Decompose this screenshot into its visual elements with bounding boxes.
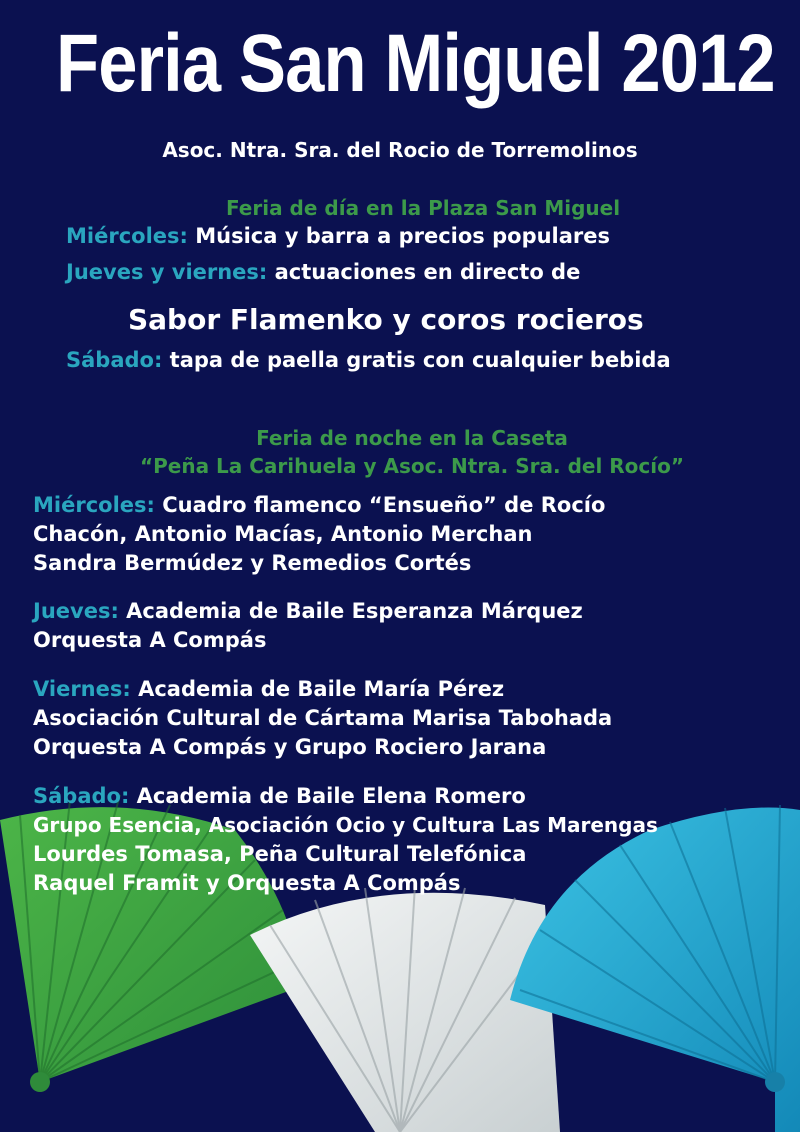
day-saturday-label: Sábado:	[66, 348, 163, 372]
night-saturday-line2: Grupo Esencia, Asociación Ocio y Cultura Las Marengas	[33, 813, 658, 837]
night-saturday-label: Sábado:	[33, 784, 130, 808]
night-saturday-line3: Lourdes Tomasa, Peña Cultural Telefónica	[33, 842, 527, 866]
night-friday-line2: Asociación Cultural de Cártama Marisa Tabohada	[33, 706, 613, 730]
night-thursday-line2: Orquesta A Compás	[33, 628, 267, 652]
night-wednesday-line1	[33, 491, 605, 519]
organizer-subtitle: Asoc. Ntra. Sra. del Rocio de Torremolinos	[162, 138, 638, 162]
day-thursday-friday-label: Jueves y viernes:	[66, 260, 268, 284]
day-highlight: Sabor Flamenko y coros rocieros	[128, 303, 644, 336]
day-wednesday-row	[66, 222, 610, 250]
night-saturday-text: Academia de Baile Elena Romero	[136, 784, 526, 808]
day-thursday-friday-text: actuaciones en directo de	[274, 260, 581, 284]
night-fair-heading: Feria de noche en la Caseta	[256, 426, 568, 450]
night-saturday-line4: Raquel Framit y Orquesta A Compás	[33, 871, 461, 895]
night-wednesday-line2: Chacón, Antonio Macías, Antonio Merchan	[33, 522, 533, 546]
night-wednesday-text: Cuadro flamenco “Ensueño” de Rocío	[162, 493, 606, 517]
day-saturday-row	[66, 346, 671, 374]
white-fan	[250, 885, 560, 1132]
night-thursday-label: Jueves:	[33, 599, 119, 623]
night-friday-text: Academia de Baile María Pérez	[138, 677, 505, 701]
night-friday-line1	[33, 675, 504, 703]
day-wednesday-text: Música y barra a precios populares	[195, 224, 611, 248]
day-saturday-text: tapa de paella gratis con cualquier bebida	[169, 348, 671, 372]
night-fair-venue: “Peña La Carihuela y Asoc. Ntra. Sra. del Rocío”	[139, 454, 685, 478]
night-friday-line3: Orquesta A Compás y Grupo Rociero Jarana	[33, 735, 547, 759]
day-fair-heading: Feria de día en la Plaza San Miguel	[225, 196, 621, 220]
night-wednesday-line3: Sandra Bermúdez y Remedios Cortés	[33, 551, 472, 575]
day-thursday-friday-row	[66, 258, 580, 286]
night-saturday-line1	[33, 782, 526, 810]
night-thursday-text: Academia de Baile Esperanza Márquez	[126, 599, 583, 623]
night-thursday-line1	[33, 597, 583, 625]
night-wednesday-label: Miércoles:	[33, 493, 155, 517]
day-wednesday-label: Miércoles:	[66, 224, 188, 248]
night-friday-label: Viernes:	[33, 677, 131, 701]
poster-title: Feria San Miguel 2012	[56, 18, 775, 109]
